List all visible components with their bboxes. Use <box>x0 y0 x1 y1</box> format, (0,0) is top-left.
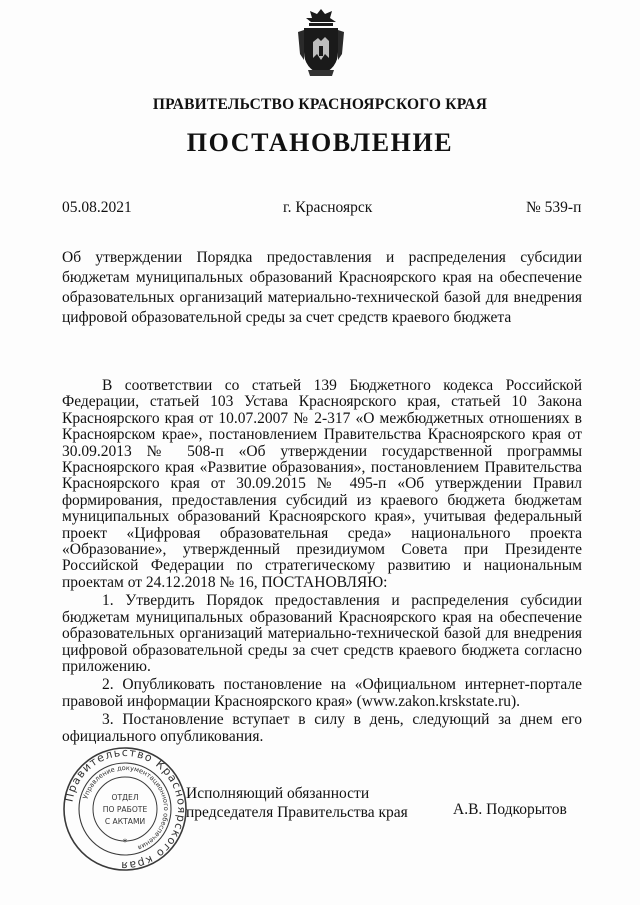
signatory-name: А.В. Подкорытов <box>453 801 567 818</box>
preamble-paragraph: В соответствии со статьей 139 Бюджетного кодекса Российской Федерации, статьей 103 Устава Красноярского края, статьей 10 Закона Красноярского края от 10.07.2007 № 2-317 «О межбюджетных отношениях в Красноярском крае», постановлением Правительства Красноярского края от 30.09.2013 № 508-п «Об утверждении государственной программы Красноярского края «Развитие образования», постановлением Правительства Красноярского края от 30.09.2015 № 495-п «Об утверждении Правил формирования, предоставления субсидий из краевого бюджета бюджетам муниципальных образований Красноярского края», учитывая федеральный проект «Цифровая образовательная среда» национального проекта «Образование», утвержденный президиумом Совета при Президенте Российской Федерации по стратегическому развитию и национальным проектам от 24.12.2018 № 16, ПОСТАНОВЛЯЮ: <box>62 377 582 591</box>
signatory-position-line-1: Исполняющий обязанности <box>186 785 370 802</box>
item-3-paragraph: 3. Постановление вступает в силу в день, следующий за днем его официального опубликования. <box>62 711 582 745</box>
signatory-position <box>186 784 408 822</box>
document-number: № 539-п <box>526 199 582 216</box>
official-stamp <box>62 746 188 872</box>
coat-of-arms-icon <box>298 8 344 78</box>
stamp-center-line-1: ОТДЕЛ <box>111 793 139 802</box>
stamp-inner-text: Управление документационного обеспечения <box>81 763 171 852</box>
stamp-center-line-2: ПО РАБОТЕ <box>102 805 148 814</box>
stamp-center-line-3: С АКТАМИ <box>104 817 146 826</box>
document-type: ПОСТАНОВЛЕНИЕ <box>186 128 454 157</box>
government-title: ПРАВИТЕЛЬСТВО КРАСНОЯРСКОГО КРАЯ <box>152 96 488 113</box>
stamp-outer-text: Правительство Красноярского края <box>62 746 188 872</box>
star-icon: * <box>122 838 128 848</box>
item-2-paragraph: 2. Опубликовать постановление на «Официальном интернет-портале правовой информации Красноярского края» (www.zakon.krskstate.ru). <box>62 676 582 710</box>
document-body <box>62 378 582 745</box>
document-city: г. Красноярск <box>283 199 373 216</box>
item-1-paragraph: 1. Утвердить Порядок предоставления и распределения субсидии бюджетам муниципальных образований Красноярского края на обеспечение образовательных организаций материально-технической базой для внедрения цифровой образовательной среды за счет средств краевого бюджета согласно приложению. <box>62 592 582 675</box>
document-subject: Об утверждении Порядка предоставления и распределения субсидии бюджетам муниципальных образований Красноярского края на обеспечение образовательных организаций материально-технической базой для внедрения цифровой образовательной среды за счет средств краевого бюджета <box>62 249 582 326</box>
document-date: 05.08.2021 <box>62 199 132 216</box>
signatory-position-line-2: председателя Правительства края <box>186 804 408 821</box>
